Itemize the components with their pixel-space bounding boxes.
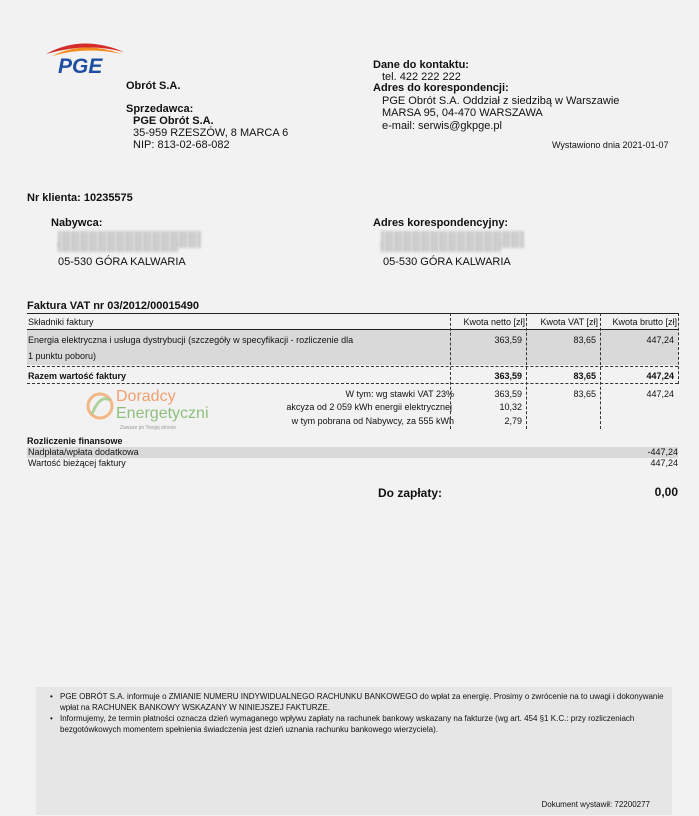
current-invoice-label: Wartość bieżącej faktury <box>28 458 126 468</box>
amount-due-value: 0,00 <box>654 485 678 499</box>
buyer-city: 05-530 GÓRA KALWARIA <box>58 256 186 268</box>
seller-address: 35-959 RZESZÓW, 8 MARCA 6 <box>133 127 289 139</box>
correspondence-title: Adres do korespondencji: <box>373 82 509 94</box>
footer-note-2: Informujemy, że termin płatności oznacza dzień wymaganego wpływu zapłaty na rachunek bankowy wskazany na fakturze (wg art. 454 §1 K.C.: przy rozliczeniach bezgotówkowych momentem spełnienia świadczenia jest dzień uznania rachunku bankowego wierzyciela). <box>60 714 635 734</box>
correspondence-city: 05-530 GÓRA KALWARIA <box>383 256 511 268</box>
table-top-border <box>27 313 678 314</box>
item-vat: 83,65 <box>573 335 596 345</box>
total-label: Razem wartość faktury <box>28 371 127 381</box>
settlement-title: Rozliczenie finansowe <box>27 436 123 446</box>
total-netto: 363,59 <box>494 371 522 381</box>
contact-title: Dane do kontaktu: <box>373 59 469 71</box>
header-netto: Kwota netto [zł] <box>463 317 525 327</box>
buyer-energy-value: 2,79 <box>504 416 522 426</box>
total-row-bottom-border <box>27 383 678 384</box>
document-issuer: Dokument wystawił: 72200277 <box>541 800 650 809</box>
item-description-line2: 1 punktu poboru) <box>28 351 97 361</box>
correspondence-line2: MARSA 95, 04-470 WARSZAWA <box>382 107 543 119</box>
seller-nip: NIP: 813-02-68-082 <box>133 139 230 151</box>
footer-note-1: PGE OBRÓT S.A. informuje o ZMIANIE NUMERU INDYWIDUALNEGO RACHUNKU BANKOWEGO do wpłat za energię. Prosimy o zwrócenie na to uwagi i dokonywanie wpłat na RACHUNEK BANKOWY WSKAZANY W NINIEJSZEJ FAKTURZE. <box>60 692 664 712</box>
item-brutto: 447,24 <box>646 335 674 345</box>
contact-email: e-mail: serwis@gkpge.pl <box>382 120 502 132</box>
vat-note: W tym: wg stawki VAT 23% <box>345 389 454 399</box>
buyer-energy-note: w tym pobrana od Nabywcy, za 555 kWh <box>291 416 454 426</box>
correspondence-address-label: Adres korespondencyjny: <box>373 217 509 229</box>
buyer-street-redacted <box>58 242 178 252</box>
column-divider-netto <box>450 313 451 429</box>
vat-brutto: 447,24 <box>646 389 674 399</box>
header-vat: Kwota VAT [zł] <box>540 317 598 327</box>
corr-street-redacted <box>381 242 501 252</box>
contact-phone: tel. 422 222 222 <box>382 71 461 83</box>
bullet-2: • <box>50 714 53 723</box>
company-name: Obrót S.A. <box>126 80 181 92</box>
seller-label: Sprzedawca: <box>126 103 194 115</box>
item-netto: 363,59 <box>494 335 522 345</box>
amount-due-label: Do zapłaty: <box>378 486 443 500</box>
vat-vat: 83,65 <box>573 389 596 399</box>
item-description-line1: Energia elektryczna i usługa dystrybucji (szczegóły w specyfikacji - rozliczenie dla <box>28 335 354 345</box>
issue-date: Wystawiono dnia 2021-01-07 <box>552 140 669 150</box>
excise-note: akcyza od 2 059 kWh energii elektrycznej <box>286 402 452 412</box>
footer-notes <box>36 687 672 815</box>
column-divider-vat <box>526 313 527 429</box>
watermark-line1: Doradcy <box>116 388 176 405</box>
seller-name: PGE Obrót S.A. <box>133 115 214 127</box>
total-brutto: 447,24 <box>646 371 674 381</box>
header-components: Składniki faktury <box>28 317 94 327</box>
item-row-bottom-border <box>27 366 678 367</box>
client-number: Nr klienta: 10235575 <box>27 192 133 204</box>
watermark-line2: Energetyczni <box>116 405 209 422</box>
overpayment-value: -447,24 <box>647 447 678 457</box>
bullet-1: • <box>50 692 53 701</box>
column-divider-right <box>678 313 679 384</box>
current-invoice-value: 447,24 <box>650 458 678 468</box>
logo-text: PGE <box>58 55 103 76</box>
invoice-title: Faktura VAT nr 03/2012/00015490 <box>27 300 200 312</box>
buyer-label: Nabywca: <box>51 217 103 229</box>
total-vat: 83,65 <box>573 371 596 381</box>
doradcy-watermark <box>86 386 246 436</box>
column-divider-brutto <box>600 313 601 429</box>
watermark-tagline: Zawsze po Twojej stronie <box>120 425 177 431</box>
header-brutto: Kwota brutto [zł] <box>612 317 677 327</box>
correspondence-line1: PGE Obrót S.A. Oddział z siedzibą w Warszawie <box>382 95 620 107</box>
overpayment-label: Nadpłata/wpłata dodatkowa <box>28 447 139 457</box>
pge-logo <box>42 36 128 76</box>
vat-netto: 363,59 <box>494 389 522 399</box>
excise-value: 10,32 <box>499 402 522 412</box>
